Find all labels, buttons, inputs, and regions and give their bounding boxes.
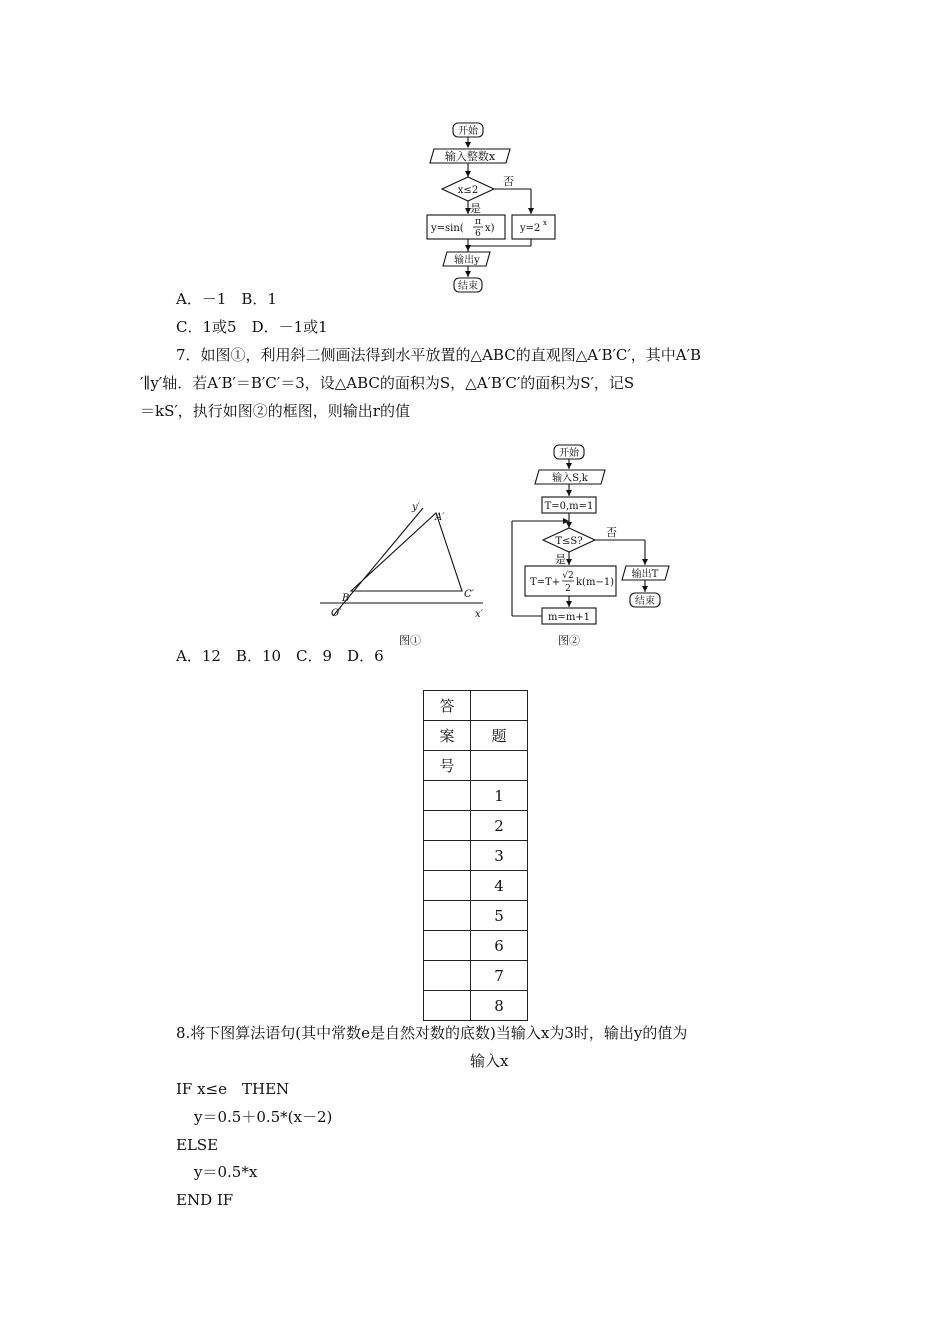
question-number-cell: 2 [471, 811, 528, 841]
question-number-cell: 1 [471, 781, 528, 811]
fc2-cond: T≤S? [555, 536, 583, 547]
answer-cell [424, 841, 471, 871]
fc1-yes-label: 是 [470, 202, 481, 215]
q7-options: A．12 B．10 C．9 D．6 [176, 647, 384, 665]
fc1-cond: x≤2 [457, 185, 479, 196]
q8-code-line: 输入x [470, 1052, 509, 1070]
fc2-init: T=0,m=1 [544, 501, 594, 512]
answer-cell [424, 811, 471, 841]
q6-options-line2: C．1或5 D．－1或1 [176, 318, 328, 336]
table-cell [471, 691, 528, 721]
table-row [424, 871, 528, 901]
fc1-right: y=2 [520, 223, 541, 234]
question-number-cell: 4 [471, 871, 528, 901]
table-header-cell: 答 [424, 691, 471, 721]
table-cell [471, 751, 528, 781]
fc2-no-label: 否 [606, 526, 617, 539]
q8-code-line: ELSE [176, 1136, 219, 1154]
q8-code-line: IF x≤e THEN [176, 1080, 290, 1098]
fc1-right-sup: x [543, 219, 547, 227]
fig1-o-label: O′ [331, 608, 342, 619]
fc2-update-den: 2 [565, 584, 571, 594]
answer-cell [424, 931, 471, 961]
figure-1-triangle [315, 498, 495, 648]
q7-text-line1: 7．如图①，利用斜二侧画法得到水平放置的△ABC的直观图△A′B′C′，其中A′B [176, 346, 702, 364]
fig1-b-label: B′ [342, 593, 352, 604]
fc2-output: 输出T [631, 569, 659, 580]
fc2-end: 结束 [635, 596, 655, 607]
fc1-input: 输入整数x [444, 150, 496, 163]
question-number-cell: 7 [471, 961, 528, 991]
table-header-cell: 题 [471, 721, 528, 751]
fc1-start: 开始 [458, 126, 478, 137]
answer-table [423, 690, 528, 1021]
fc2-update-num: √2 [562, 571, 574, 581]
fc2-yes-label: 是 [555, 553, 566, 566]
table-row [424, 991, 528, 1021]
answer-cell [424, 961, 471, 991]
q6-options-line1: A．－1 B．1 [176, 290, 277, 308]
question-number-cell: 6 [471, 931, 528, 961]
table-row [424, 901, 528, 931]
answer-cell [424, 991, 471, 1021]
table-row [424, 961, 528, 991]
flowchart-1 [410, 118, 580, 298]
question-number-cell: 8 [471, 991, 528, 1021]
fc2-update-post: k(m−1) [576, 577, 615, 588]
fc1-left-num: π [475, 217, 481, 227]
q7-text-line2: ′∥y′轴．若A′B′＝B′C′＝3，设△ABC的面积为S，△A′B′C′的面积为S′，记S [140, 374, 635, 392]
table-row [424, 781, 528, 811]
fig1-caption: 图① [399, 634, 421, 647]
table-row [424, 841, 528, 871]
fig2-caption: 图② [558, 634, 580, 647]
fc1-output: 输出y [454, 255, 480, 266]
fc1-left-den: 6 [475, 229, 481, 239]
question-number-cell: 3 [471, 841, 528, 871]
fig1-y-axis-label: y′ [412, 502, 420, 513]
table-header-cell: 案 [424, 721, 471, 751]
answer-cell [424, 871, 471, 901]
q8-text: 8.将下图算法语句(其中常数e是自然对数的底数)当输入x为3时，输出y的值为 [176, 1024, 688, 1042]
q8-code-line: END IF [176, 1191, 234, 1209]
fc1-no-label: 否 [503, 175, 514, 188]
fc1-left-pre: y=sin( [431, 223, 464, 234]
fc2-inc: m=m+1 [547, 612, 591, 623]
q7-text-line3: ＝kS′，执行如图②的框图，则输出r的值 [140, 402, 410, 420]
fig1-x-axis-label: x′ [475, 609, 483, 620]
table-row [424, 931, 528, 961]
table-row [424, 811, 528, 841]
fc1-left-post: x) [485, 223, 495, 234]
fc2-input: 输入S,k [552, 473, 588, 484]
q8-code-line: y＝0.5*x [194, 1163, 258, 1181]
answer-cell [424, 901, 471, 931]
question-number-cell: 5 [471, 901, 528, 931]
answer-cell [424, 781, 471, 811]
table-header-cell: 号 [424, 751, 471, 781]
fc2-update-pre: T=T+ [530, 577, 561, 588]
fig1-c-label: C′ [464, 589, 474, 600]
fig1-a-label: A′ [435, 512, 445, 523]
figure-2-flowchart [505, 440, 685, 650]
q8-code-line: y＝0.5＋0.5*(x－2) [194, 1108, 333, 1126]
fc1-end: 结束 [458, 281, 478, 292]
fc2-start: 开始 [559, 448, 579, 459]
